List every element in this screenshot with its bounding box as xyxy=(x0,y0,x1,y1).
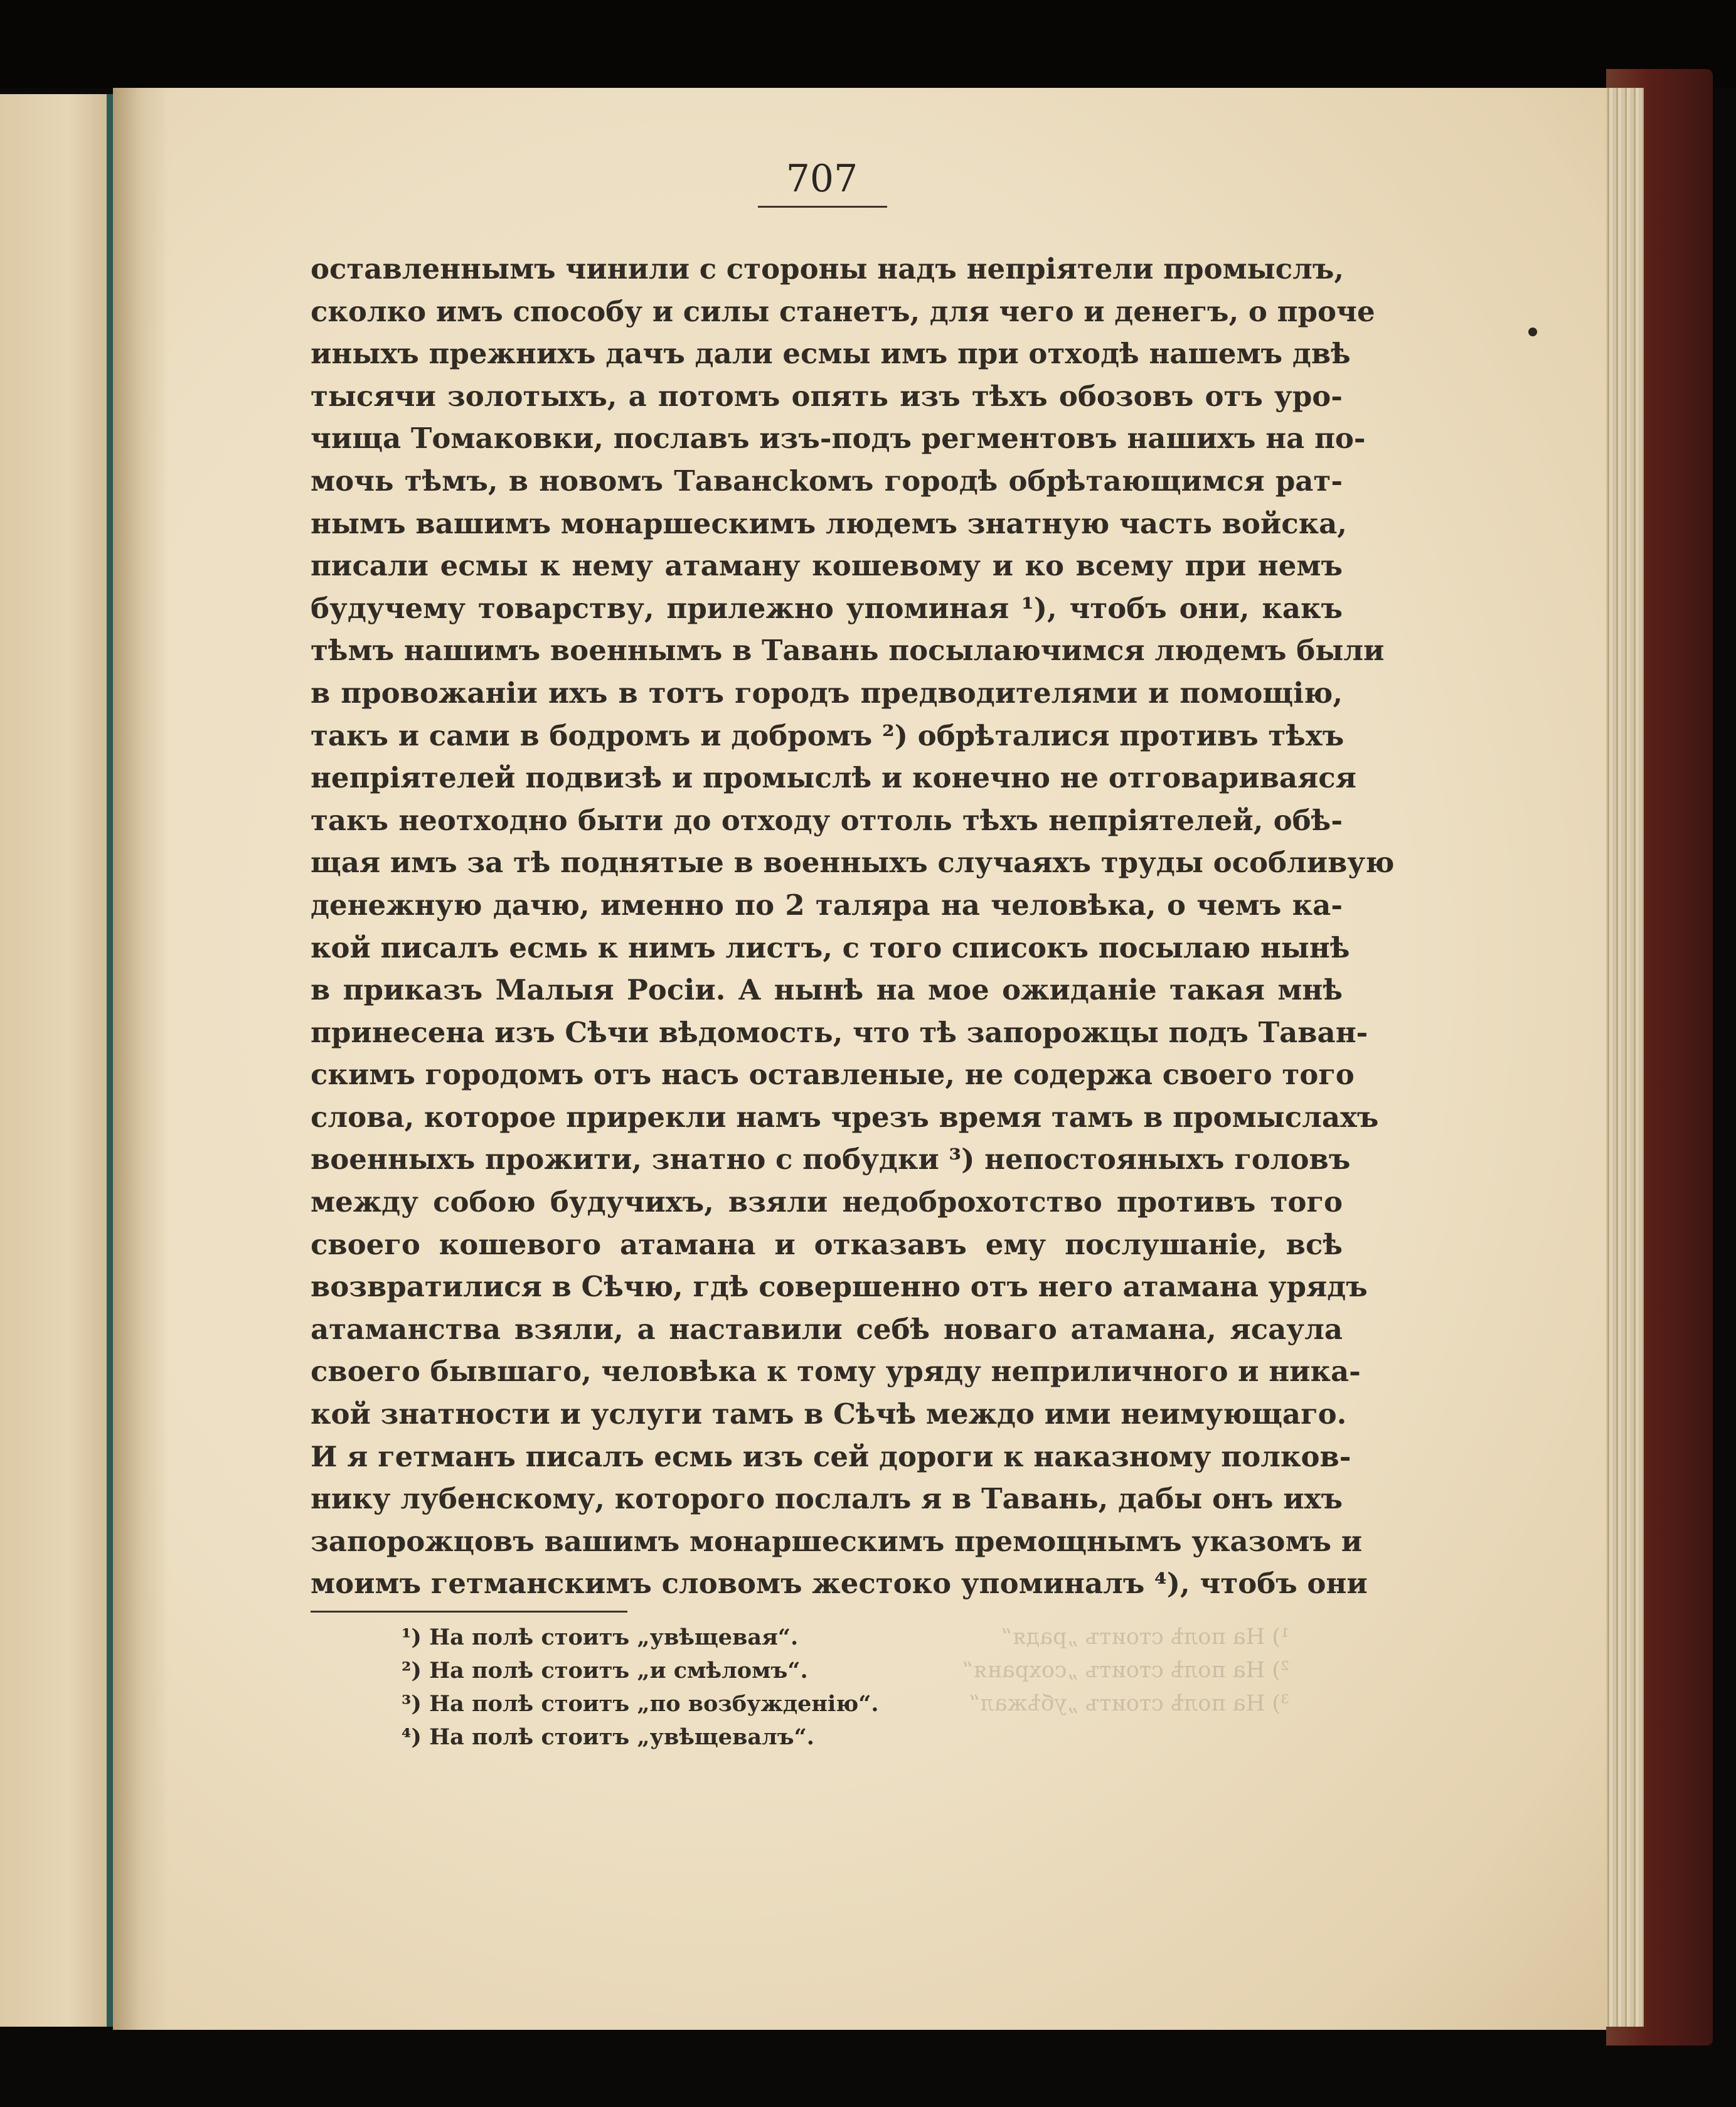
text-line: возвратилися в Сѣчю, гдѣ совершенно отъ него атамана урядъ xyxy=(311,1270,1368,1304)
footnote: ⁴) На полѣ стоитъ „увѣщевалъ“. xyxy=(402,1724,814,1750)
text-line: мочь тѣмъ, в новомъ Тавансkомъ городѣ обрѣтающимся рат- xyxy=(311,464,1343,498)
bleed-through-line: ²) На полѣ стоитъ „сохраня“ xyxy=(962,1658,1289,1683)
footnote: ²) На полѣ стоитъ „и смѣломъ“. xyxy=(402,1658,808,1683)
text-line: запорожцовъ вашимъ монаршескимъ премощнымъ указомъ и xyxy=(311,1524,1363,1558)
text-line: будучему товарству, прилежно упоминая ¹), чтобъ они, какъ xyxy=(311,591,1343,625)
page-number-rule xyxy=(758,206,887,208)
text-line: скимъ городомъ отъ насъ оставленые, не содержа своего того xyxy=(311,1058,1355,1092)
text-line: в приказъ Малыя Росіи. А нынѣ на мое ожиданіе такая мнѣ xyxy=(311,973,1343,1007)
text-line: слова, которое прирекли намъ чрезъ время тамъ в промыслахъ xyxy=(311,1100,1379,1134)
footnote: ¹) На полѣ стоитъ „увѣщевая“. xyxy=(402,1624,799,1650)
text-line: щая имъ за тѣ поднятые в военныхъ случаяхъ труды особливую xyxy=(311,846,1395,880)
text-line: денежную дачю, именно по 2 таляра на человѣка, о чемъ ка- xyxy=(311,888,1343,922)
text-line: своего бывшаго, человѣка к тому уряду неприличного и никa- xyxy=(311,1355,1361,1389)
left-page-edge xyxy=(0,94,113,2027)
text-line: писали есмы к нему атаману кошевому и ко всему при немъ xyxy=(311,549,1343,583)
text-line: кой знатности и услуги тамъ в Сѣчѣ междо ими неимующаго. xyxy=(311,1397,1347,1431)
bleed-through-line: ³) На полѣ стоитъ „убѣжал“ xyxy=(969,1691,1289,1716)
text-line: между собою будучихъ, взяли недоброхотство противъ того xyxy=(311,1185,1343,1219)
body-text xyxy=(311,248,1395,1605)
text-line: тѣмъ нашимъ военнымъ в Тавань посылаючимся людемъ были xyxy=(311,634,1385,668)
text-line: тысячи золотыхъ, а потомъ опять изъ тѣхъ обозовъ отъ уро- xyxy=(311,379,1343,413)
text-line: оставленнымъ чинили с стороны надъ непріятели промыслъ, xyxy=(311,252,1345,285)
text-line: военныхъ прожити, знатно с побудки ³) непостояныхъ головъ xyxy=(311,1143,1351,1176)
page-gutter-shadow xyxy=(113,88,169,2030)
text-line: атаманства взяли, а наставили себѣ новаго атамана, ясаула xyxy=(311,1312,1343,1346)
text-line: непріятелей подвизѣ и промыслѣ и конечно не отговариваяся xyxy=(311,761,1356,795)
top-background xyxy=(0,0,1736,88)
text-line: такъ и сами в бодромъ и добромъ ²) обрѣталися противъ тѣхъ xyxy=(311,718,1345,752)
text-line: чища Томаковки, пославъ изъ-подъ регментовъ нашихъ на по- xyxy=(311,422,1366,456)
text-line: нымъ вашимъ монаршескимъ людемъ знатную часть войска, xyxy=(311,506,1347,540)
footnote-separator xyxy=(311,1611,627,1613)
bleed-through-text xyxy=(850,1621,1289,1720)
text-line: сколко имъ способу и силы станетъ, для чего и денегъ, о проче xyxy=(311,294,1375,328)
ink-spot xyxy=(1528,328,1537,336)
text-line: кой писалъ есмь к нимъ листъ, с того списокъ посылаю нынѣ xyxy=(311,931,1350,964)
bleed-through-line: ¹) На полѣ стоитъ „радя“ xyxy=(1001,1624,1289,1650)
text-line: такъ неотходно быти до отходу оттоль тѣхъ непріятелей, обѣ- xyxy=(311,803,1343,837)
text-line: в провожаніи ихъ в тотъ городъ предводителями и помощію, xyxy=(311,676,1343,710)
page-number: 707 xyxy=(785,157,858,201)
footnote: ³) На полѣ стоитъ „по возбужденію“. xyxy=(402,1691,879,1717)
text-line: нику лубенскому, которого послалъ я в Тавань, дабы онъ ихъ xyxy=(311,1482,1343,1516)
text-line: принесена изъ Сѣчи вѣдомость, что тѣ запорожцы подъ Таван- xyxy=(311,1015,1368,1049)
text-line: моимъ гетманскимъ словомъ жестоко упоминалъ ⁴), чтобъ они xyxy=(311,1567,1368,1601)
text-line: своего кошевого атамана и отказавъ ему послушаніе, всѣ xyxy=(311,1227,1343,1261)
text-line: И я гетманъ писалъ есмь изъ сей дороги к наказному полков- xyxy=(311,1439,1351,1473)
text-line: иныхъ прежнихъ дачъ дали есмы имъ при отходѣ нашемъ двѣ xyxy=(311,337,1351,371)
